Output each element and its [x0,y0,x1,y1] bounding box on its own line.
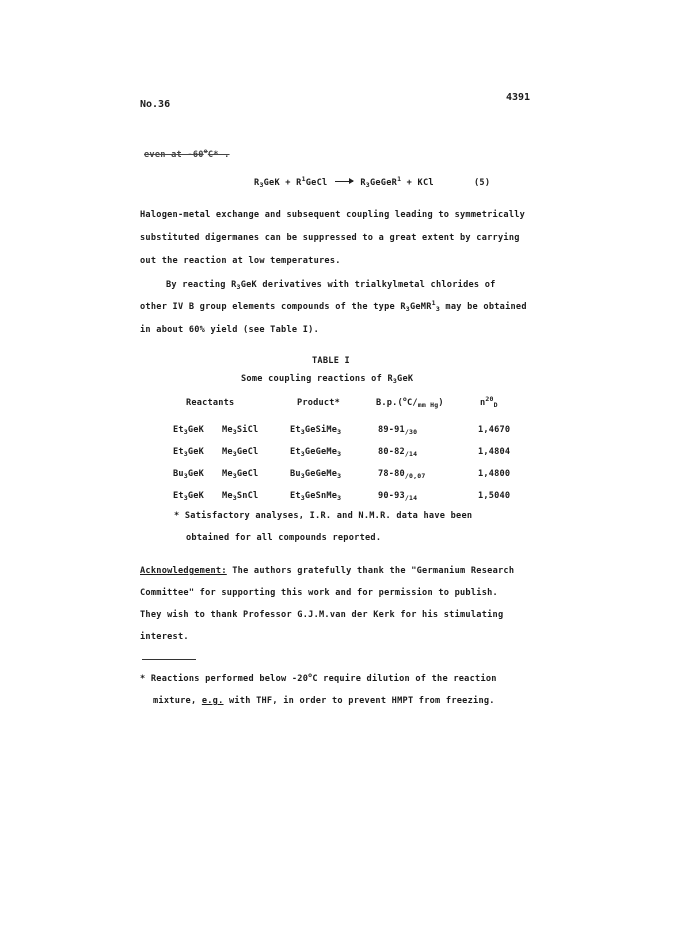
struck-text: even at -60$^o$C* . [144,147,230,160]
acknowledgement-line-1: Acknowledgement: The authors gratefully thank the "Germanium Research [140,566,515,576]
table-title: TABLE I [312,356,350,366]
table-row-1-reactant-2: $Me_3SiCl$ [222,425,259,436]
acknowledgement-label: Acknowledgement: [140,566,227,576]
table-row-3-reactant-1: $Bu_3GeK$ [173,469,204,480]
paragraph-1-line-2: substituted digermanes can be suppressed to a great extent by carrying [140,233,520,243]
page-number: 4391 [506,92,531,103]
table-row-3-boiling-point: $78-80_{/0,07}$ [378,469,426,480]
table-row-3-refractive-index: 1,4800 [478,469,511,479]
table-row-4-reactant-1: $Et_3GeK$ [173,491,204,502]
table-row-2-boiling-point: $80-82_{/14}$ [378,447,418,458]
acknowledgement-line-3: They wish to thank Professor G.J.M.van der Kerk for his stimulating [140,610,504,620]
paragraph-2-line-1: By reacting $R_3GeK$ derivatives with trialkylmetal chlorides of [166,280,496,291]
footnote-separator [142,659,196,660]
reaction-equation: $R_3GeK$ + $R^1GeCl$ $R_3GeGeR^1$ + KCl [254,175,434,189]
acknowledgement-line-4: interest. [140,632,189,642]
table-row-2-refractive-index: 1,4804 [478,447,511,457]
table-footnote-line-1: * Satisfactory analyses, I.R. and N.M.R. data have been [174,511,473,521]
equation-number: (5) [474,178,491,188]
table-row-2-reactant-2: $Me_3GeCl$ [222,447,259,458]
column-header-boiling-point: $B.p.(^oC/_{mm Hg})$ [376,395,444,409]
arrow-icon [335,181,353,182]
table-row-1-boiling-point: $89-91_{/30}$ [378,425,418,436]
table-row-4-product: $Et_3GeSnMe_3$ [290,491,342,502]
footnote-line-1: * Reactions performed below -20$^o$C require dilution of the reaction [140,671,497,684]
column-header-refractive-index: $n^{20}_D$ [480,395,498,409]
table-row-3-product: $Bu_3GeGeMe_3$ [290,469,342,480]
table-row-4-boiling-point: $90-93_{/14}$ [378,491,418,502]
acknowledgement-line-2: Committee" for supporting this work and for permission to publish. [140,588,498,598]
table-row-4-refractive-index: 1,5040 [478,491,511,501]
table-row-4-reactant-2: $Me_3SnCl$ [222,491,259,502]
table-footnote-line-2: obtained for all compounds reported. [186,533,382,543]
footnote-line-2: mixture, e.g. with THF, in order to prevent HMPT from freezing. [153,696,495,706]
table-row-1-refractive-index: 1,4670 [478,425,511,435]
paragraph-1-line-3: out the reaction at low temperatures. [140,256,341,266]
column-header-product: Product* [297,398,340,408]
journal-issue-number: No.36 [140,99,171,110]
table-row-3-reactant-2: $Me_3GeCl$ [222,469,259,480]
paragraph-2-line-3: in about 60% yield (see Table I). [140,325,319,335]
table-row-1-product: $Et_3GeSiMe_3$ [290,425,342,436]
paragraph-1-line-1: Halogen-metal exchange and subsequent coupling leading to symmetrically [140,210,526,220]
table-row-1-reactant-1: $Et_3GeK$ [173,425,204,436]
column-header-reactants: Reactants [186,398,235,408]
table-row-2-reactant-1: $Et_3GeK$ [173,447,204,458]
table-caption: Some coupling reactions of $R_3GeK$ [241,374,414,385]
table-row-2-product: $Et_3GeGeMe_3$ [290,447,342,458]
paragraph-2-line-2: other IV B group elements compounds of the type $R_3GeMR^1_3$ may be obtained [140,299,527,313]
